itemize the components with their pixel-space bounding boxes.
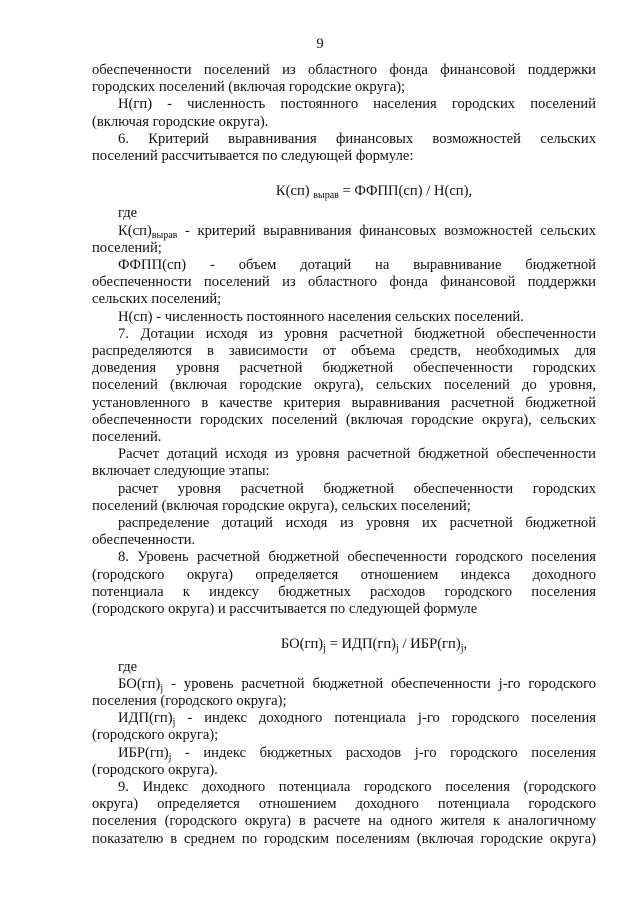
where-label: где	[118, 205, 138, 222]
formula-budget-sufficiency: $БО(гп)_j = ИДП(гп)_j / ИБР(гп)_j$,	[280, 636, 468, 655]
text-line: обеспеченности поселений из областного фонда финансовой поддержки	[92, 62, 596, 78]
text-line: (городского округа);	[92, 727, 219, 744]
text-line: Н(гп) - численность постоянного населения городских поселений	[118, 96, 596, 113]
text-line: обеспеченности поселений из областного фонда финансовой поддержки	[92, 274, 596, 291]
text-line: поселений (включая городские округа), сельских поселений до уровня,	[92, 377, 596, 394]
text-line: (городского округа).	[92, 761, 218, 778]
text-line: установленного в качестве критерия выравнивания расчетной бюджетной	[92, 394, 596, 411]
text-line: (городского округа) определяется отношением индекса доходного	[92, 566, 596, 583]
text-line: обеспеченности.	[92, 532, 196, 549]
text-line: обеспеченности городских поселений (включая городские округа), сельских	[92, 411, 596, 428]
text-line: округа) определяется отношением доходного потенциала городского	[92, 796, 596, 813]
text-line: поселений (включая городские округа), сельских поселений;	[92, 497, 471, 514]
text-line: потенциала к индексу бюджетных расходов городского поселения	[92, 583, 596, 600]
text-line: (городского округа) и рассчитывается по следующей формуле	[92, 601, 478, 618]
text-line: включает следующие этапы:	[92, 463, 270, 480]
text-line: Расчет дотаций исходя из уровня расчетной бюджетной обеспеченности	[118, 446, 596, 463]
definition-line: Н(сп) - численность постоянного населения сельских поселений.	[118, 308, 524, 325]
text-line: (включая городские округа).	[92, 113, 269, 130]
definition-line: ФФПП(сп) - объем дотаций на выравнивание бюджетной	[118, 257, 596, 274]
text-line: показателю в среднем по городским поселениям (включая городские округа)	[92, 830, 596, 847]
definition-line: $ИДП(гп)_j$ - индекс доходного потенциала j-го городского поселения	[118, 710, 596, 729]
paragraph-8-line: 8. Уровень расчетной бюджетной обеспеченности городского поселения	[118, 549, 596, 566]
paragraph-7-line: 7. Дотации исходя из уровня расчетной бюджетной обеспеченности	[118, 325, 596, 342]
text-line: городских поселений (включая городские округа);	[92, 79, 406, 96]
text-line: поселений;	[92, 239, 162, 256]
text-line: поселения (городского округа);	[92, 692, 287, 709]
definition-line: $К(сп)_{вырав}$ - критерий выравнивания финансовых возможностей сельских	[118, 222, 596, 241]
text-line: 6. Критерий выравнивания финансовых возможностей сельских	[118, 130, 596, 147]
text-line: доведения уровня расчетной бюджетной обеспеченности городских	[92, 360, 596, 377]
document-body	[92, 62, 596, 848]
formula-equalization-criterion: К(сп) $_{вырав}$ = ФФПП(сп) / Н(сп),	[275, 183, 473, 202]
text-line: поселений рассчитывается по следующей формуле:	[92, 148, 414, 165]
paragraph-9-line: 9. Индекс доходного потенциала городского поселения (городского	[118, 778, 596, 795]
text-line: расчет уровня расчетной бюджетной обеспеченности городских	[118, 480, 596, 497]
definition-line: $БО(гп)_j$ - уровень расчетной бюджетной обеспеченности j-го городского	[118, 675, 596, 694]
definition-line: $ИБР(гп)_j$ - индекс бюджетных расходов j-го городского поселения	[118, 744, 596, 763]
text-line: поселения (городского округа) в расчете на одного жителя к аналогичному	[92, 813, 596, 830]
text-line: сельских поселений;	[92, 291, 222, 308]
where-label: где	[118, 658, 138, 675]
text-line: распределение дотаций исходя из уровня их расчетной бюджетной	[118, 515, 596, 532]
text-line: поселений.	[92, 429, 162, 446]
text-line: распределяются в зависимости от объема средств, необходимых для	[92, 343, 596, 360]
page-number: 9	[316, 36, 324, 52]
